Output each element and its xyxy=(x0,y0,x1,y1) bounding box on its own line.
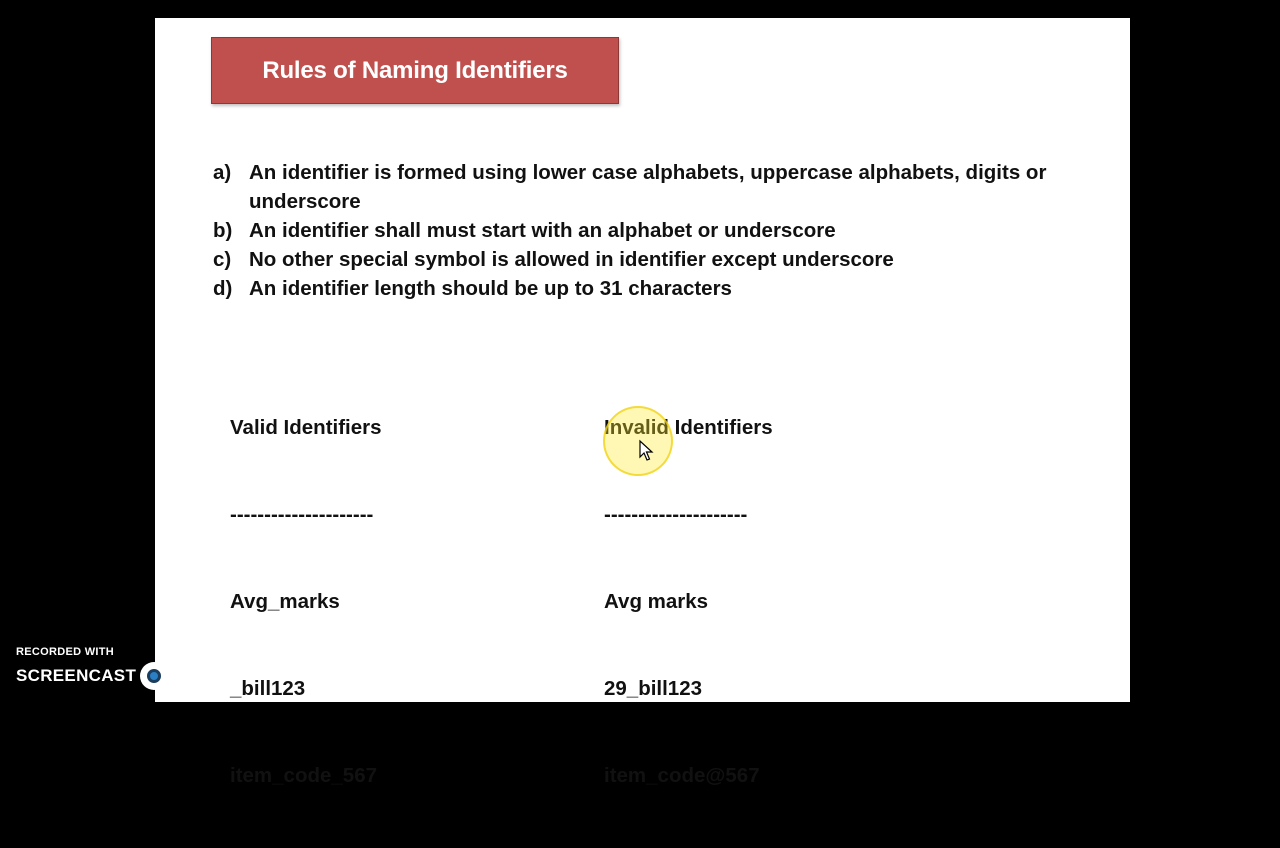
slide-title-box xyxy=(211,37,619,104)
rule-text: No other special symbol is allowed in identifier except underscore xyxy=(249,248,894,271)
rule-text: An identifier shall must start with an alphabet or underscore xyxy=(249,219,836,242)
valid-identifiers-heading: Valid Identifiers xyxy=(230,416,382,439)
invalid-identifiers-heading: Invalid Identifiers xyxy=(604,416,773,439)
invalid-identifier-item: 29_bill123 xyxy=(604,677,703,700)
slide-title: Rules of Naming Identifiers xyxy=(262,56,568,84)
valid-identifiers-divider: --------------------- xyxy=(230,503,374,526)
rule-item xyxy=(213,245,1093,274)
watermark-brand-right: MATIC xyxy=(171,667,220,685)
rule-marker: a) xyxy=(213,161,232,184)
invalid-identifier-item: item_code@567 xyxy=(604,764,760,787)
cursor-highlight-ring xyxy=(603,406,673,476)
valid-identifier-item: _bill123 xyxy=(230,677,306,700)
rule-marker: d) xyxy=(213,277,233,300)
rule-marker: c) xyxy=(213,248,232,271)
rules-list xyxy=(213,158,1093,303)
watermark-recorded-with: RECORDED WITH xyxy=(16,646,115,658)
valid-identifiers-column xyxy=(230,355,382,848)
rule-marker: b) xyxy=(213,219,233,242)
rule-item xyxy=(213,274,1093,303)
mouse-pointer-icon xyxy=(639,440,653,462)
watermark-brand xyxy=(16,662,219,690)
screencast-watermark xyxy=(16,646,219,690)
valid-identifier-item: item_code_567 xyxy=(230,764,378,787)
invalid-identifiers-divider: --------------------- xyxy=(604,503,748,526)
rule-item xyxy=(213,216,1093,245)
rule-item xyxy=(213,158,1093,216)
presentation-slide xyxy=(155,18,1130,787)
valid-identifier-item: Avg_marks xyxy=(230,590,340,613)
rule-text: An identifier is formed using lower case alphabets, uppercase alphabets, digits or underscore xyxy=(249,161,1047,213)
rule-text: An identifier length should be up to 31 characters xyxy=(249,277,732,300)
watermark-brand-left: SCREENCAST xyxy=(16,666,137,685)
screencast-o-matic-logo-icon xyxy=(140,662,168,690)
invalid-identifier-item: Avg marks xyxy=(604,590,709,613)
